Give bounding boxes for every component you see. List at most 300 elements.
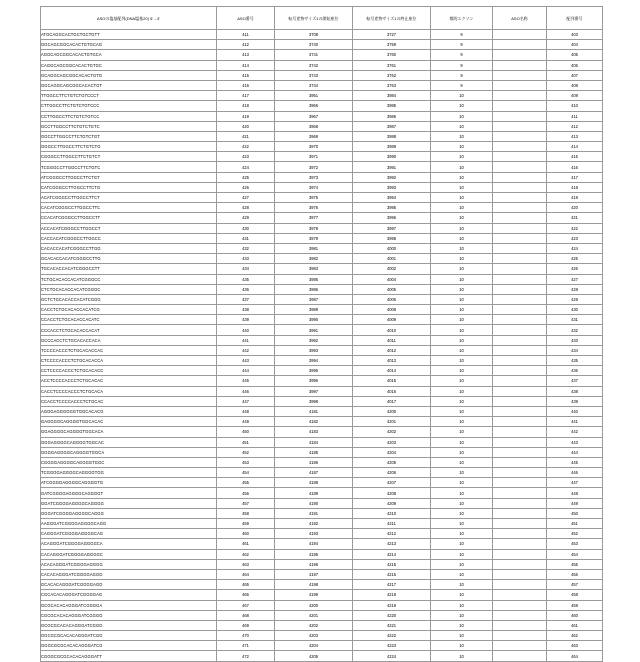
cell-aso-number: 431 bbox=[217, 233, 275, 243]
cell-aso-name bbox=[493, 631, 547, 641]
table-row bbox=[41, 427, 603, 437]
cell-start-position: 4200 bbox=[275, 600, 353, 610]
table-row bbox=[41, 580, 603, 590]
cell-aso-number: 414 bbox=[217, 60, 275, 70]
cell-sequence: TCGGGGAGGGGCAGGGGTGG bbox=[41, 468, 217, 478]
cell-seq-id: 424 bbox=[547, 243, 603, 253]
cell-sequence: CAGGGATCGGGGAGGGGCAG bbox=[41, 529, 217, 539]
cell-end-position: 3996 bbox=[353, 213, 431, 223]
cell-aso-number: 412 bbox=[217, 40, 275, 50]
table-row bbox=[41, 366, 603, 376]
cell-aso-name bbox=[493, 131, 547, 141]
cell-start-position: 4181 bbox=[275, 406, 353, 416]
cell-end-position: 4209 bbox=[353, 498, 431, 508]
cell-start-position: 3996 bbox=[275, 376, 353, 386]
table-row bbox=[41, 315, 603, 325]
cell-aso-number: 437 bbox=[217, 294, 275, 304]
cell-sequence: TTGGCCTTCTGTCTGTCCCT bbox=[41, 91, 217, 101]
cell-aso-number: 445 bbox=[217, 376, 275, 386]
table-row bbox=[41, 498, 603, 508]
cell-start-position: 3742 bbox=[275, 60, 353, 70]
cell-start-position: 4189 bbox=[275, 488, 353, 498]
cell-end-position: 3727 bbox=[353, 30, 431, 40]
table-row bbox=[41, 386, 603, 396]
cell-sequence: CGCGCACACAGGGATCGGGG bbox=[41, 610, 217, 620]
cell-seq-id: 426 bbox=[547, 264, 603, 274]
cell-end-position: 4005 bbox=[353, 284, 431, 294]
table-row bbox=[41, 30, 603, 40]
cell-target-exon: 9 bbox=[431, 60, 493, 70]
cell-target-exon: 10 bbox=[431, 417, 493, 427]
table-row bbox=[41, 101, 603, 111]
cell-end-position: 4211 bbox=[353, 519, 431, 529]
cell-seq-id: 428 bbox=[547, 284, 603, 294]
cell-end-position: 4214 bbox=[353, 549, 431, 559]
cell-end-position: 4213 bbox=[353, 539, 431, 549]
cell-sequence: ATCGGGCCTTGGCCTTCTGT bbox=[41, 172, 217, 182]
cell-aso-number: 413 bbox=[217, 50, 275, 60]
cell-seq-id: 411 bbox=[547, 111, 603, 121]
table-row bbox=[41, 457, 603, 467]
cell-sequence: GCCTTGGCCTTCTGTCTGTC bbox=[41, 121, 217, 131]
cell-sequence: GCGCACACAGGGATCGGGGA bbox=[41, 600, 217, 610]
cell-sequence: ACCACATCGGGCCTTGGCCT bbox=[41, 223, 217, 233]
cell-seq-id: 403 bbox=[547, 30, 603, 40]
cell-sequence: AGGCAGCGGCACACTGTGCA bbox=[41, 50, 217, 60]
cell-aso-name bbox=[493, 223, 547, 233]
cell-aso-name bbox=[493, 529, 547, 539]
table-row bbox=[41, 345, 603, 355]
cell-end-position: 4216 bbox=[353, 569, 431, 579]
cell-end-position: 3998 bbox=[353, 233, 431, 243]
cell-aso-number: 447 bbox=[217, 396, 275, 406]
cell-seq-id: 421 bbox=[547, 213, 603, 223]
cell-aso-number: 438 bbox=[217, 305, 275, 315]
table-header bbox=[41, 7, 603, 30]
table-row bbox=[41, 182, 603, 192]
cell-aso-number: 464 bbox=[217, 569, 275, 579]
cell-sequence: GGGAGGGGCAGGGGTGGCAC bbox=[41, 437, 217, 447]
cell-start-position: 4199 bbox=[275, 590, 353, 600]
cell-seq-id: 464 bbox=[547, 651, 603, 661]
cell-start-position: 3971 bbox=[275, 152, 353, 162]
cell-sequence: GCGCGCACACAGGGATCGGG bbox=[41, 620, 217, 630]
cell-start-position: 4194 bbox=[275, 539, 353, 549]
cell-seq-id: 456 bbox=[547, 569, 603, 579]
cell-sequence: AAGGGATCGGGGAGGGGCAGG bbox=[41, 519, 217, 529]
cell-aso-number: 454 bbox=[217, 468, 275, 478]
cell-sequence: CACATCGGGCCTTGGCCTTC bbox=[41, 203, 217, 213]
cell-aso-number: 422 bbox=[217, 142, 275, 152]
cell-sequence: CGCACACAGGGATCGGGGAG bbox=[41, 590, 217, 600]
table-row bbox=[41, 406, 603, 416]
cell-seq-id: 450 bbox=[547, 508, 603, 518]
cell-sequence: CACCACATCGGGCCTTGGCC bbox=[41, 233, 217, 243]
cell-target-exon: 10 bbox=[431, 254, 493, 264]
table-row bbox=[41, 529, 603, 539]
cell-target-exon: 10 bbox=[431, 590, 493, 600]
cell-end-position: 4201 bbox=[353, 417, 431, 427]
cell-seq-id: 417 bbox=[547, 172, 603, 182]
table-row bbox=[41, 50, 603, 60]
cell-aso-name bbox=[493, 406, 547, 416]
cell-aso-name bbox=[493, 111, 547, 121]
table-row bbox=[41, 121, 603, 131]
cell-end-position: 3763 bbox=[353, 80, 431, 90]
table-body bbox=[41, 30, 603, 662]
cell-target-exon: 9 bbox=[431, 40, 493, 50]
cell-sequence: GGGCGCGCACACAGGGATCG bbox=[41, 641, 217, 651]
cell-sequence: CTCTGCACACCACATCGGGC bbox=[41, 284, 217, 294]
cell-aso-name bbox=[493, 40, 547, 50]
cell-aso-name bbox=[493, 254, 547, 264]
cell-sequence: ATGCAGGCACTGCTGCTGTT bbox=[41, 30, 217, 40]
cell-target-exon: 10 bbox=[431, 305, 493, 315]
cell-aso-name bbox=[493, 264, 547, 274]
cell-end-position: 4205 bbox=[353, 457, 431, 467]
cell-aso-number: 418 bbox=[217, 101, 275, 111]
cell-start-position: 3708 bbox=[275, 30, 353, 40]
cell-start-position: 3990 bbox=[275, 315, 353, 325]
cell-aso-name bbox=[493, 152, 547, 162]
cell-aso-number: 430 bbox=[217, 223, 275, 233]
cell-aso-number: 465 bbox=[217, 580, 275, 590]
cell-aso-number: 456 bbox=[217, 488, 275, 498]
cell-aso-name bbox=[493, 142, 547, 152]
cell-aso-number: 455 bbox=[217, 478, 275, 488]
cell-aso-number: 433 bbox=[217, 254, 275, 264]
cell-seq-id: 422 bbox=[547, 223, 603, 233]
table-row bbox=[41, 356, 603, 366]
cell-seq-id: 437 bbox=[547, 376, 603, 386]
table-row bbox=[41, 274, 603, 284]
cell-aso-number: 446 bbox=[217, 386, 275, 396]
cell-sequence: CACAGGGATCGGGGAGGGGC bbox=[41, 549, 217, 559]
cell-end-position: 4012 bbox=[353, 345, 431, 355]
cell-target-exon: 10 bbox=[431, 620, 493, 630]
cell-aso-number: 458 bbox=[217, 508, 275, 518]
cell-target-exon: 10 bbox=[431, 182, 493, 192]
cell-aso-number: 468 bbox=[217, 610, 275, 620]
cell-target-exon: 10 bbox=[431, 508, 493, 518]
table-row bbox=[41, 559, 603, 569]
cell-seq-id: 418 bbox=[547, 182, 603, 192]
cell-sequence: CTCCCCACCCTCTGCACACCA bbox=[41, 356, 217, 366]
cell-seq-id: 433 bbox=[547, 335, 603, 345]
cell-aso-name bbox=[493, 468, 547, 478]
cell-sequence: TCTGCACACCACATCGGGCC bbox=[41, 274, 217, 284]
cell-end-position: 3994 bbox=[353, 193, 431, 203]
cell-sequence: CACCTCTGCACACCACATCG bbox=[41, 305, 217, 315]
cell-aso-name bbox=[493, 70, 547, 80]
cell-start-position: 4193 bbox=[275, 529, 353, 539]
cell-end-position: 4220 bbox=[353, 610, 431, 620]
cell-end-position: 3987 bbox=[353, 121, 431, 131]
cell-sequence: CGGGCCTTGGCCTTCTGTCT bbox=[41, 152, 217, 162]
cell-aso-name bbox=[493, 488, 547, 498]
cell-end-position: 4217 bbox=[353, 580, 431, 590]
cell-seq-id: 415 bbox=[547, 152, 603, 162]
cell-sequence: ATCGGGGAGGGGCAGGGGTG bbox=[41, 478, 217, 488]
cell-start-position: 4203 bbox=[275, 631, 353, 641]
table-row bbox=[41, 447, 603, 457]
cell-aso-number: 428 bbox=[217, 203, 275, 213]
cell-end-position: 3990 bbox=[353, 152, 431, 162]
cell-end-position: 4014 bbox=[353, 366, 431, 376]
cell-seq-id: 452 bbox=[547, 529, 603, 539]
cell-end-position: 4009 bbox=[353, 315, 431, 325]
table-row bbox=[41, 111, 603, 121]
cell-seq-id: 410 bbox=[547, 101, 603, 111]
cell-sequence: TGCACACCACATCGGGCCTT bbox=[41, 264, 217, 274]
table-row bbox=[41, 508, 603, 518]
cell-target-exon: 10 bbox=[431, 488, 493, 498]
cell-end-position: 4203 bbox=[353, 437, 431, 447]
cell-target-exon: 9 bbox=[431, 70, 493, 80]
cell-aso-name bbox=[493, 559, 547, 569]
cell-target-exon: 10 bbox=[431, 651, 493, 661]
cell-aso-number: 417 bbox=[217, 91, 275, 101]
cell-aso-number: 436 bbox=[217, 284, 275, 294]
cell-aso-name bbox=[493, 80, 547, 90]
cell-seq-id: 406 bbox=[547, 60, 603, 70]
cell-aso-number: 443 bbox=[217, 356, 275, 366]
cell-target-exon: 10 bbox=[431, 294, 493, 304]
cell-target-exon: 10 bbox=[431, 549, 493, 559]
cell-aso-name bbox=[493, 294, 547, 304]
cell-aso-name bbox=[493, 580, 547, 590]
cell-aso-name bbox=[493, 50, 547, 60]
cell-target-exon: 10 bbox=[431, 447, 493, 457]
table-row bbox=[41, 569, 603, 579]
cell-seq-id: 438 bbox=[547, 386, 603, 396]
cell-aso-name bbox=[493, 274, 547, 284]
cell-aso-number: 459 bbox=[217, 519, 275, 529]
cell-sequence: CCTTGGCCTTCTGTCTGTCC bbox=[41, 111, 217, 121]
cell-target-exon: 10 bbox=[431, 274, 493, 284]
cell-aso-number: 472 bbox=[217, 651, 275, 661]
table-row bbox=[41, 60, 603, 70]
cell-seq-id: 430 bbox=[547, 305, 603, 315]
cell-aso-number: 441 bbox=[217, 335, 275, 345]
cell-sequence: AGGGAGGGGGGTGGCACACG bbox=[41, 406, 217, 416]
cell-start-position: 3982 bbox=[275, 254, 353, 264]
cell-aso-number: 423 bbox=[217, 152, 275, 162]
cell-start-position: 3992 bbox=[275, 335, 353, 345]
column-header-target-exon: 標的エクソン bbox=[431, 7, 493, 30]
cell-sequence: GGAGGGGCAGGGGTGGCACA bbox=[41, 427, 217, 437]
cell-target-exon: 10 bbox=[431, 559, 493, 569]
table-row bbox=[41, 213, 603, 223]
cell-seq-id: 435 bbox=[547, 356, 603, 366]
column-header-seq-id: 配列番号 bbox=[547, 7, 603, 30]
cell-aso-number: 466 bbox=[217, 590, 275, 600]
cell-end-position: 4001 bbox=[353, 254, 431, 264]
cell-end-position: 4002 bbox=[353, 264, 431, 274]
cell-sequence: GGCAGGCAGCGGCACACTGT bbox=[41, 80, 217, 90]
cell-aso-name bbox=[493, 315, 547, 325]
cell-start-position: 3966 bbox=[275, 101, 353, 111]
cell-end-position: 4202 bbox=[353, 427, 431, 437]
cell-end-position: 3760 bbox=[353, 50, 431, 60]
cell-aso-name bbox=[493, 498, 547, 508]
cell-aso-name bbox=[493, 437, 547, 447]
cell-end-position: 4219 bbox=[353, 600, 431, 610]
cell-target-exon: 10 bbox=[431, 478, 493, 488]
cell-aso-name bbox=[493, 243, 547, 253]
cell-aso-name bbox=[493, 539, 547, 549]
cell-aso-number: 416 bbox=[217, 80, 275, 90]
cell-seq-id: 449 bbox=[547, 498, 603, 508]
cell-target-exon: 9 bbox=[431, 50, 493, 60]
cell-aso-number: 429 bbox=[217, 213, 275, 223]
table-row bbox=[41, 641, 603, 651]
cell-aso-number: 462 bbox=[217, 549, 275, 559]
cell-end-position: 4017 bbox=[353, 396, 431, 406]
cell-end-position: 4016 bbox=[353, 386, 431, 396]
table-row bbox=[41, 40, 603, 50]
cell-start-position: 3985 bbox=[275, 274, 353, 284]
cell-start-position: 3977 bbox=[275, 213, 353, 223]
cell-aso-number: 434 bbox=[217, 264, 275, 274]
cell-start-position: 4190 bbox=[275, 498, 353, 508]
cell-seq-id: 463 bbox=[547, 641, 603, 651]
cell-aso-name bbox=[493, 213, 547, 223]
cell-aso-name bbox=[493, 91, 547, 101]
cell-seq-id: 429 bbox=[547, 294, 603, 304]
cell-target-exon: 10 bbox=[431, 396, 493, 406]
cell-end-position: 3762 bbox=[353, 70, 431, 80]
cell-start-position: 3973 bbox=[275, 172, 353, 182]
cell-target-exon: 10 bbox=[431, 131, 493, 141]
cell-end-position: 4223 bbox=[353, 641, 431, 651]
cell-start-position: 4191 bbox=[275, 508, 353, 518]
cell-seq-id: 444 bbox=[547, 447, 603, 457]
cell-end-position: 3991 bbox=[353, 162, 431, 172]
cell-seq-id: 457 bbox=[547, 580, 603, 590]
cell-target-exon: 9 bbox=[431, 80, 493, 90]
cell-aso-number: 439 bbox=[217, 315, 275, 325]
cell-start-position: 3974 bbox=[275, 182, 353, 192]
cell-seq-id: 442 bbox=[547, 427, 603, 437]
cell-aso-name bbox=[493, 356, 547, 366]
cell-target-exon: 10 bbox=[431, 539, 493, 549]
cell-end-position: 4004 bbox=[353, 274, 431, 284]
cell-sequence: TCCCCACCCTCTGCACACCAC bbox=[41, 345, 217, 355]
cell-start-position: 3986 bbox=[275, 284, 353, 294]
cell-seq-id: 458 bbox=[547, 590, 603, 600]
sequence-table bbox=[40, 6, 603, 662]
table-row bbox=[41, 539, 603, 549]
table-row bbox=[41, 488, 603, 498]
cell-seq-id: 459 bbox=[547, 600, 603, 610]
cell-aso-name bbox=[493, 386, 547, 396]
cell-start-position: 4196 bbox=[275, 559, 353, 569]
cell-sequence: ACACAGGGATCGGGGAGGGG bbox=[41, 559, 217, 569]
table-row bbox=[41, 376, 603, 386]
cell-sequence: GCACACAGGGATCGGGGAGG bbox=[41, 580, 217, 590]
cell-end-position: 3988 bbox=[353, 131, 431, 141]
cell-start-position: 3968 bbox=[275, 121, 353, 131]
cell-seq-id: 445 bbox=[547, 457, 603, 467]
cell-aso-name bbox=[493, 284, 547, 294]
cell-seq-id: 436 bbox=[547, 366, 603, 376]
cell-start-position: 3741 bbox=[275, 50, 353, 60]
cell-end-position: 4200 bbox=[353, 406, 431, 416]
cell-end-position: 4221 bbox=[353, 620, 431, 630]
cell-end-position: 4224 bbox=[353, 651, 431, 661]
table-row bbox=[41, 437, 603, 447]
cell-aso-number: 421 bbox=[217, 131, 275, 141]
cell-target-exon: 10 bbox=[431, 457, 493, 467]
table-row bbox=[41, 305, 603, 315]
cell-aso-number: 467 bbox=[217, 600, 275, 610]
cell-end-position: 4212 bbox=[353, 529, 431, 539]
cell-target-exon: 10 bbox=[431, 284, 493, 294]
table-row bbox=[41, 590, 603, 600]
cell-seq-id: 440 bbox=[547, 406, 603, 416]
cell-sequence: CCACATCGGGCCTTGGCCTT bbox=[41, 213, 217, 223]
cell-start-position: 3951 bbox=[275, 91, 353, 101]
cell-aso-number: 424 bbox=[217, 162, 275, 172]
cell-start-position: 4192 bbox=[275, 519, 353, 529]
cell-aso-number: 415 bbox=[217, 70, 275, 80]
cell-start-position: 3998 bbox=[275, 396, 353, 406]
cell-target-exon: 9 bbox=[431, 30, 493, 40]
cell-aso-number: 448 bbox=[217, 406, 275, 416]
cell-target-exon: 10 bbox=[431, 193, 493, 203]
table-row bbox=[41, 478, 603, 488]
cell-target-exon: 10 bbox=[431, 600, 493, 610]
cell-aso-name bbox=[493, 610, 547, 620]
cell-seq-id: 443 bbox=[547, 437, 603, 447]
cell-end-position: 4015 bbox=[353, 376, 431, 386]
table-row bbox=[41, 223, 603, 233]
cell-target-exon: 10 bbox=[431, 641, 493, 651]
table-row bbox=[41, 254, 603, 264]
cell-aso-name bbox=[493, 233, 547, 243]
cell-target-exon: 10 bbox=[431, 101, 493, 111]
cell-target-exon: 10 bbox=[431, 142, 493, 152]
cell-target-exon: 10 bbox=[431, 233, 493, 243]
cell-start-position: 3981 bbox=[275, 243, 353, 253]
cell-start-position: 4198 bbox=[275, 580, 353, 590]
column-header-aso-number: ASO番号 bbox=[217, 7, 275, 30]
cell-target-exon: 10 bbox=[431, 335, 493, 345]
cell-aso-name bbox=[493, 305, 547, 315]
cell-target-exon: 10 bbox=[431, 376, 493, 386]
column-header-sequence: ASOの塩基配列(DNA塩基20) 5'→3' bbox=[41, 7, 217, 30]
cell-seq-id: 434 bbox=[547, 345, 603, 355]
cell-seq-id: 404 bbox=[547, 40, 603, 50]
cell-end-position: 3985 bbox=[353, 101, 431, 111]
cell-start-position: 3978 bbox=[275, 223, 353, 233]
cell-seq-id: 439 bbox=[547, 396, 603, 406]
cell-aso-number: 440 bbox=[217, 325, 275, 335]
cell-end-position: 4218 bbox=[353, 590, 431, 600]
cell-seq-id: 405 bbox=[547, 50, 603, 60]
table-row bbox=[41, 152, 603, 162]
cell-seq-id: 446 bbox=[547, 468, 603, 478]
cell-sequence: ACCTCCCCACCCTCTGCACAC bbox=[41, 376, 217, 386]
cell-target-exon: 10 bbox=[431, 203, 493, 213]
cell-seq-id: 413 bbox=[547, 131, 603, 141]
cell-aso-number: 451 bbox=[217, 437, 275, 447]
cell-target-exon: 10 bbox=[431, 172, 493, 182]
table-row bbox=[41, 193, 603, 203]
cell-start-position: 3970 bbox=[275, 142, 353, 152]
cell-seq-id: 408 bbox=[547, 80, 603, 90]
